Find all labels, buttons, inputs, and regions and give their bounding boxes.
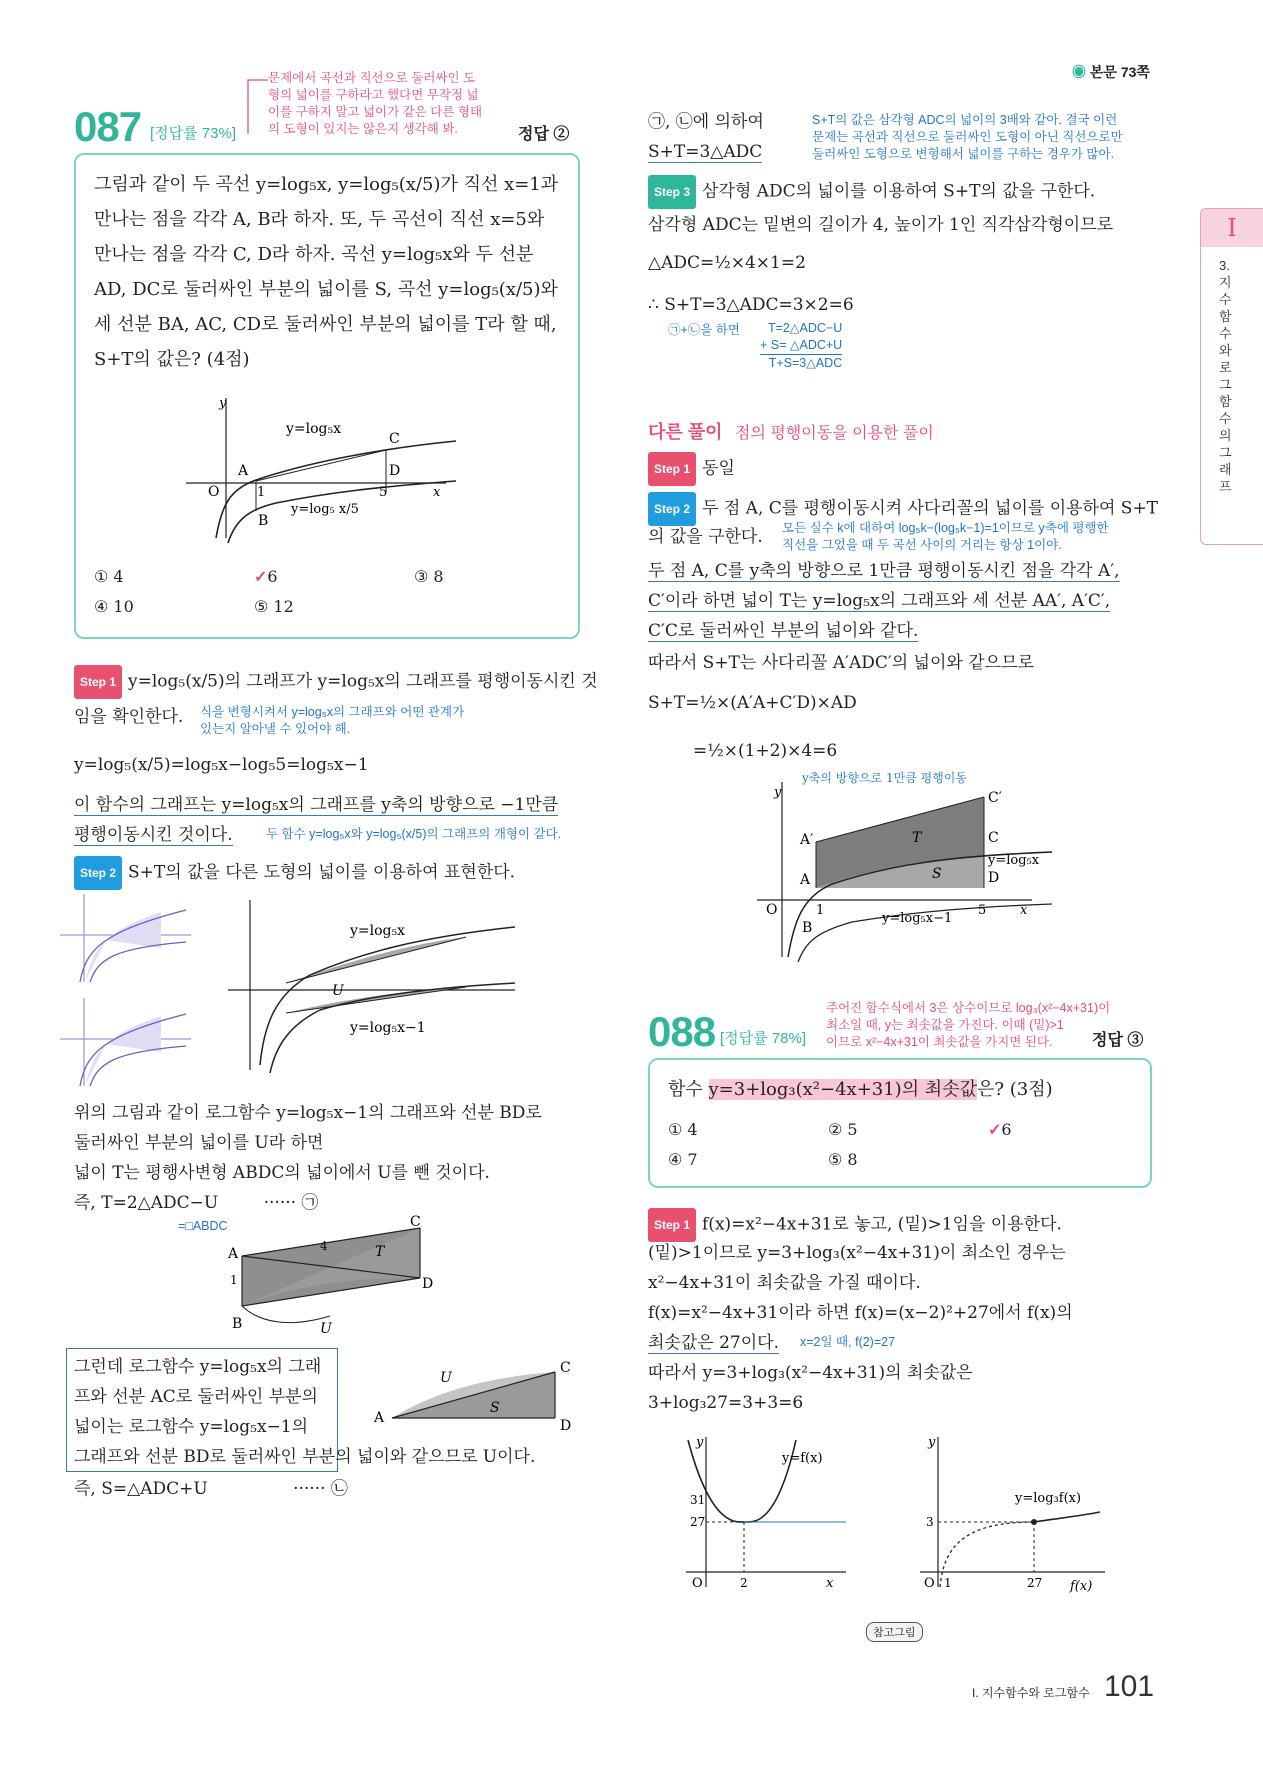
p087-step1-line1: 이 함수의 그래프는 y=log₅x의 그래프를 y축의 방향으로 −1만큼 [74, 795, 559, 815]
g-f-label: y=f(x) [782, 1451, 823, 1466]
p088-answer: 정답 ③ [1092, 1032, 1144, 1049]
graph-label-O: O [208, 484, 220, 500]
g-log-27: 27 [1027, 1576, 1043, 1590]
p087-choice-1[interactable]: ① 4 [94, 567, 124, 586]
p087-q-line: 만나는 점을 각각 A, B라 하자. 또, 두 곡선이 직선 x=5와 [94, 209, 545, 230]
p087-step2-eq2: 즉, S=△ADC+U ······ ㉡ [74, 1479, 348, 1499]
graph-label-D: D [389, 463, 401, 479]
p087-q-line: 만나는 점을 각각 C, D라 하자. 곡선 y=log₅x와 두 선분 [94, 244, 534, 265]
alt-g-O: O [766, 902, 778, 918]
p087-note-arrow [240, 78, 270, 138]
g-f-O: O [692, 1576, 703, 1591]
p087-step1-title2: 임을 확인한다. [74, 707, 184, 727]
g-f-27: 27 [690, 1515, 706, 1529]
p088-step1-line: f(x)=x²−4x+31이라 하면 f(x)=(x−2)²+27에서 f(x)의 [648, 1303, 1073, 1323]
p087-step1-eq: y=log₅(x/5)=log₅x−log₅5=log₅x−1 [74, 755, 369, 775]
alt-g-C: C [988, 830, 999, 846]
p087-number: 087 [74, 103, 142, 150]
para-D: D [422, 1276, 434, 1292]
p087-step2-box-line: 그래프와 선분 BD로 둘러싸인 부분의 넓이와 같으므로 U이다. [74, 1447, 536, 1467]
para-A: A [228, 1246, 239, 1262]
p087-step2-box-line: 그런데 로그함수 y=log₅x의 그래 [74, 1357, 322, 1377]
p087-step2-title: Step 2 S+T의 값을 다른 도형의 넓이를 이용하여 표현한다. [74, 856, 515, 890]
para-B: B [232, 1316, 243, 1332]
thumb-graph-1 [56, 890, 196, 985]
alt-step1: Step 1 동일 [648, 452, 735, 486]
seg-U: U [440, 1370, 452, 1386]
graph-label-C: C [389, 431, 400, 447]
alt-g-c2: y=log₅x−1 [882, 911, 953, 926]
para-T: T [375, 1244, 385, 1260]
alt-g-S: S [932, 866, 942, 882]
para-C: C [410, 1214, 421, 1230]
footer-chapter: I. 지수함수와 로그함수 [972, 1686, 1090, 1700]
alt-eq1: S+T=½×(A′A+C′D)×AD [648, 693, 857, 713]
p087-question-graph [176, 393, 476, 543]
p087-question-box [74, 153, 580, 639]
reference-badge: 참고그림 [866, 1622, 923, 1642]
p087-step2-line: 넓이 T는 평행사변형 ABDC의 넓이에서 U를 뺀 것이다. [74, 1163, 490, 1183]
p087-step3-eq1: △ADC=½×4×1=2 [648, 253, 806, 273]
alt-step2-title2: 의 값을 구한다. [648, 527, 763, 547]
p087-q-line: 세 선분 BA, AC, CD로 둘러싸인 부분의 넓이를 T라 할 때, [94, 314, 557, 335]
p088-choice-1[interactable]: ① 4 [668, 1120, 698, 1139]
p088-question-box [648, 1058, 1152, 1188]
p088-step1-title: Step 1 f(x)=x²−4x+31로 놓고, (밑)>1임을 이용한다. [648, 1208, 1062, 1242]
p088-choice-3[interactable]: ✓6 [988, 1120, 1012, 1139]
p087-step2-box-line: 프와 선분 AC로 둘러싸인 부분의 [74, 1387, 318, 1407]
alt-line: C′이라 하면 넓이 T는 y=log₅x의 그래프와 세 선분 AA′, A′C′, [648, 591, 1111, 611]
g-label-c1: y=log₅x [350, 923, 406, 939]
p088-step1-line: 최솟값은 27이다. [648, 1333, 779, 1353]
para-U: U [320, 1321, 332, 1337]
alt-g-5: 5 [978, 903, 987, 918]
alt-eq2: =½×(1+2)×4=6 [693, 741, 838, 761]
p087-q-line: S+T의 값은? (4점) [94, 349, 250, 370]
p087-top-note: 문제에서 곡선과 직선으로 둘러싸인 도 형의 넓이를 구하라고 했다면 무작정 넓 이를 구하지 말고 넓이가 같은 다른 형태 의 도형이 있지는 않은지 생각해 봐. [268, 71, 483, 136]
p088-question: 함수 y=3+log₃(x²−4x+31)의 최솟값은? (3점) [668, 1079, 1053, 1100]
p087-step3-note-label: ㉠+㉡을 하면 [668, 323, 740, 337]
graph-label-curve2: y=log₅ x/5 [291, 502, 359, 517]
alt-line: 따라서 S+T는 사다리꼴 A′ADC′의 넓이와 같으므로 [648, 653, 1034, 673]
p088-graph-log [910, 1432, 1110, 1592]
p087-q-line: 그림과 같이 두 곡선 y=log₅x, y=log₅(x/5)가 직선 x=1과 [94, 174, 559, 195]
graph-label-curve1: y=log₅x [286, 421, 342, 437]
p088-rate: [정답률 78%] [720, 1030, 806, 1047]
g-log-y: y [928, 1435, 936, 1450]
alt-graph [752, 772, 1072, 962]
alt-g-T: T [912, 830, 922, 846]
g-label-U: U [332, 983, 344, 999]
check-icon: ✓ [254, 567, 268, 586]
graph-label-5: 5 [379, 485, 388, 500]
p088-step1-line: 3+log₃27=3+3=6 [648, 1393, 804, 1413]
p087-step3-line1: 삼각형 ADC는 밑변의 길이가 4, 높이가 1인 직각삼각형이므로 [648, 215, 1114, 235]
graph-label-1: 1 [257, 485, 266, 500]
alt-g-B: B [802, 920, 813, 936]
alt-g-A: A [800, 872, 811, 888]
p088-step1-line: 따라서 y=3+log₃(x²−4x+31)의 최솟값은 [648, 1363, 973, 1383]
alt-g-D: D [988, 870, 1000, 886]
p087-step2-eq1-note: =□ABDC [178, 1219, 228, 1233]
alt-line: C′C로 둘러싸인 부분의 넓이와 같다. [648, 621, 919, 641]
circle-icon: ◉ [1072, 64, 1090, 80]
p087-choice-5[interactable]: ⑤ 12 [254, 597, 294, 616]
graph-label-x: x [433, 485, 441, 500]
side-tab [1200, 208, 1263, 545]
graph-label-y: y [219, 396, 227, 411]
p087-step2-graph [220, 895, 520, 1075]
alt-g-C1: C′ [988, 790, 1002, 806]
para-4: 4 [320, 1239, 328, 1253]
seg-A: A [374, 1410, 385, 1426]
p088-choice-4[interactable]: ④ 7 [668, 1150, 698, 1169]
alt-g-shift: y축의 방향으로 1만큼 평행이동 [802, 771, 967, 785]
p087-step3-pre-line: ㉠, ㉡에 의하여 [648, 112, 764, 132]
p088-top-note: 주어진 함수식에서 3은 상수이므로 log₃(x²−4x+31)이 최소일 때, y는 최솟값을 가진다. 이때 (밑)>1 이므로 x²−4x+31이 최솟값을 가지면 된다. [826, 1001, 1111, 1049]
g-f-31: 31 [690, 1493, 706, 1507]
g-f-y: y [696, 1435, 704, 1450]
p088-step1-line: x²−4x+31이 최솟값을 가질 때이다. [648, 1273, 921, 1293]
check-icon: ✓ [988, 1120, 1002, 1139]
alt-line: 두 점 A, C를 y축의 방향으로 1만큼 평행이동시킨 점을 각각 A′, [648, 561, 1120, 581]
p087-q-line: AD, DC로 둘러싸인 부분의 넓이를 S, 곡선 y=log₅(x/5)와 [94, 279, 558, 300]
p087-step3-sum: T=2△ADC−U + S= △ADC+U T+S=3△ADC [760, 321, 843, 370]
side-tab-chapter: 3.지수함수와로그함수의그래프 [1219, 258, 1232, 494]
p088-choice-2[interactable]: ② 5 [828, 1120, 858, 1139]
g-f-x: x [826, 1576, 834, 1591]
alt-note: 모든 실수 k에 대하여 log₅k−(log₅k−1)=1이므로 y축에 평행한 직선을 그었을 때 두 곡선 사이의 거리는 항상 1이야. [782, 521, 1109, 552]
p088-choice-5[interactable]: ⑤ 8 [828, 1150, 858, 1169]
seg-D: D [560, 1418, 572, 1434]
seg-C: C [560, 1360, 571, 1376]
page-ref: ◉ 본문 73쪽 [1072, 64, 1150, 80]
p088-graph-f [676, 1432, 856, 1592]
alt-g-y: y [774, 785, 782, 800]
p087-step3-pre-eq: S+T=3△ADC [648, 142, 763, 162]
page-number: 101 [1104, 1670, 1155, 1703]
alt-g-1: 1 [816, 903, 825, 918]
graph-label-B: B [258, 513, 269, 529]
alt-title: 다른 풀이 점의 평행이동을 이용한 풀이 [648, 422, 934, 442]
p087-choice-3[interactable]: ③ 8 [414, 567, 444, 586]
g-log-fx: f(x) [1070, 1579, 1093, 1594]
p087-step1-title: Step 1 y=log₅(x/5)의 그래프가 y=log₅x의 그래프를 평행이동시킨 것 [74, 665, 598, 699]
p087-step2-line: 위의 그림과 같이 로그함수 y=log₅x−1의 그래프와 선분 BD로 [74, 1103, 542, 1123]
g-log-label: y=log₃f(x) [1015, 1491, 1082, 1506]
alt-g-x: x [1020, 903, 1028, 918]
side-tab-roman: I [1201, 209, 1263, 247]
alt-g-c1: y=log₅x [988, 853, 1040, 868]
seg-S: S [490, 1400, 500, 1416]
p087-step1-note: 식을 변형시켜서 y=log₅x의 그래프와 어떤 관계가 있는지 알아낼 수 있어야 해. [200, 705, 465, 736]
para-1: 1 [230, 1273, 238, 1287]
g-label-c2: y=log₅x−1 [350, 1020, 426, 1036]
p087-choice-4[interactable]: ④ 10 [94, 597, 134, 616]
p087-step3-eq2: ∴ S+T=3△ADC=3×2=6 [648, 295, 854, 315]
g-log-3: 3 [926, 1515, 934, 1529]
g-log-O: O [924, 1576, 935, 1591]
p087-step2-eq1: 즉, T=2△ADC−U ······ ㉠ [74, 1193, 319, 1213]
p087-step3-title: Step 3 삼각형 ADC의 넓이를 이용하여 S+T의 값을 구한다. [648, 175, 1095, 209]
p087-step2-box-line: 넓이는 로그함수 y=log₅x−1의 [74, 1417, 309, 1437]
p087-rate: [정답률 73%] [150, 125, 236, 142]
p088-number: 088 [648, 1008, 716, 1055]
p087-answer: 정답 ② [518, 126, 570, 143]
alt-g-A1: A′ [800, 832, 814, 848]
thumb-graph-2 [56, 994, 196, 1089]
graph-label-A: A [238, 463, 249, 479]
p087-step3-pre-note: S+T의 값은 삼각형 ADC의 넓이의 3배와 같아. 결국 이런 문제는 곡선과 직선으로 둘러싸인 도형이 아닌 직선으로만 둘러싸인 도형으로 변형해서 넓이를 구하는 경우가 많아. [812, 113, 1123, 161]
p087-step2-line: 둘러싸인 부분의 넓이를 U라 하면 [74, 1133, 324, 1153]
p087-step1-note2: 두 함수 y=log₅x와 y=log₅(x/5)의 그래프의 개형이 같다. [266, 827, 562, 841]
alt-step2-title: Step 2 두 점 A, C를 평행이동시켜 사다리꼴의 넓이를 이용하여 S+T [648, 492, 1158, 526]
p087-parallelogram [220, 1214, 434, 1338]
p088-step1-line: (밑)>1이므로 y=3+log₃(x²−4x+31)이 최소인 경우는 [648, 1243, 1066, 1263]
p087-segment-shape [370, 1360, 580, 1440]
p088-step1-note: x=2일 때, f(2)=27 [800, 1335, 896, 1349]
p087-choice-2[interactable]: ✓6 [254, 567, 278, 586]
g-f-2: 2 [740, 1576, 748, 1590]
g-log-1: 1 [944, 1576, 952, 1590]
p087-step1-line2: 평행이동시킨 것이다. [74, 825, 233, 845]
